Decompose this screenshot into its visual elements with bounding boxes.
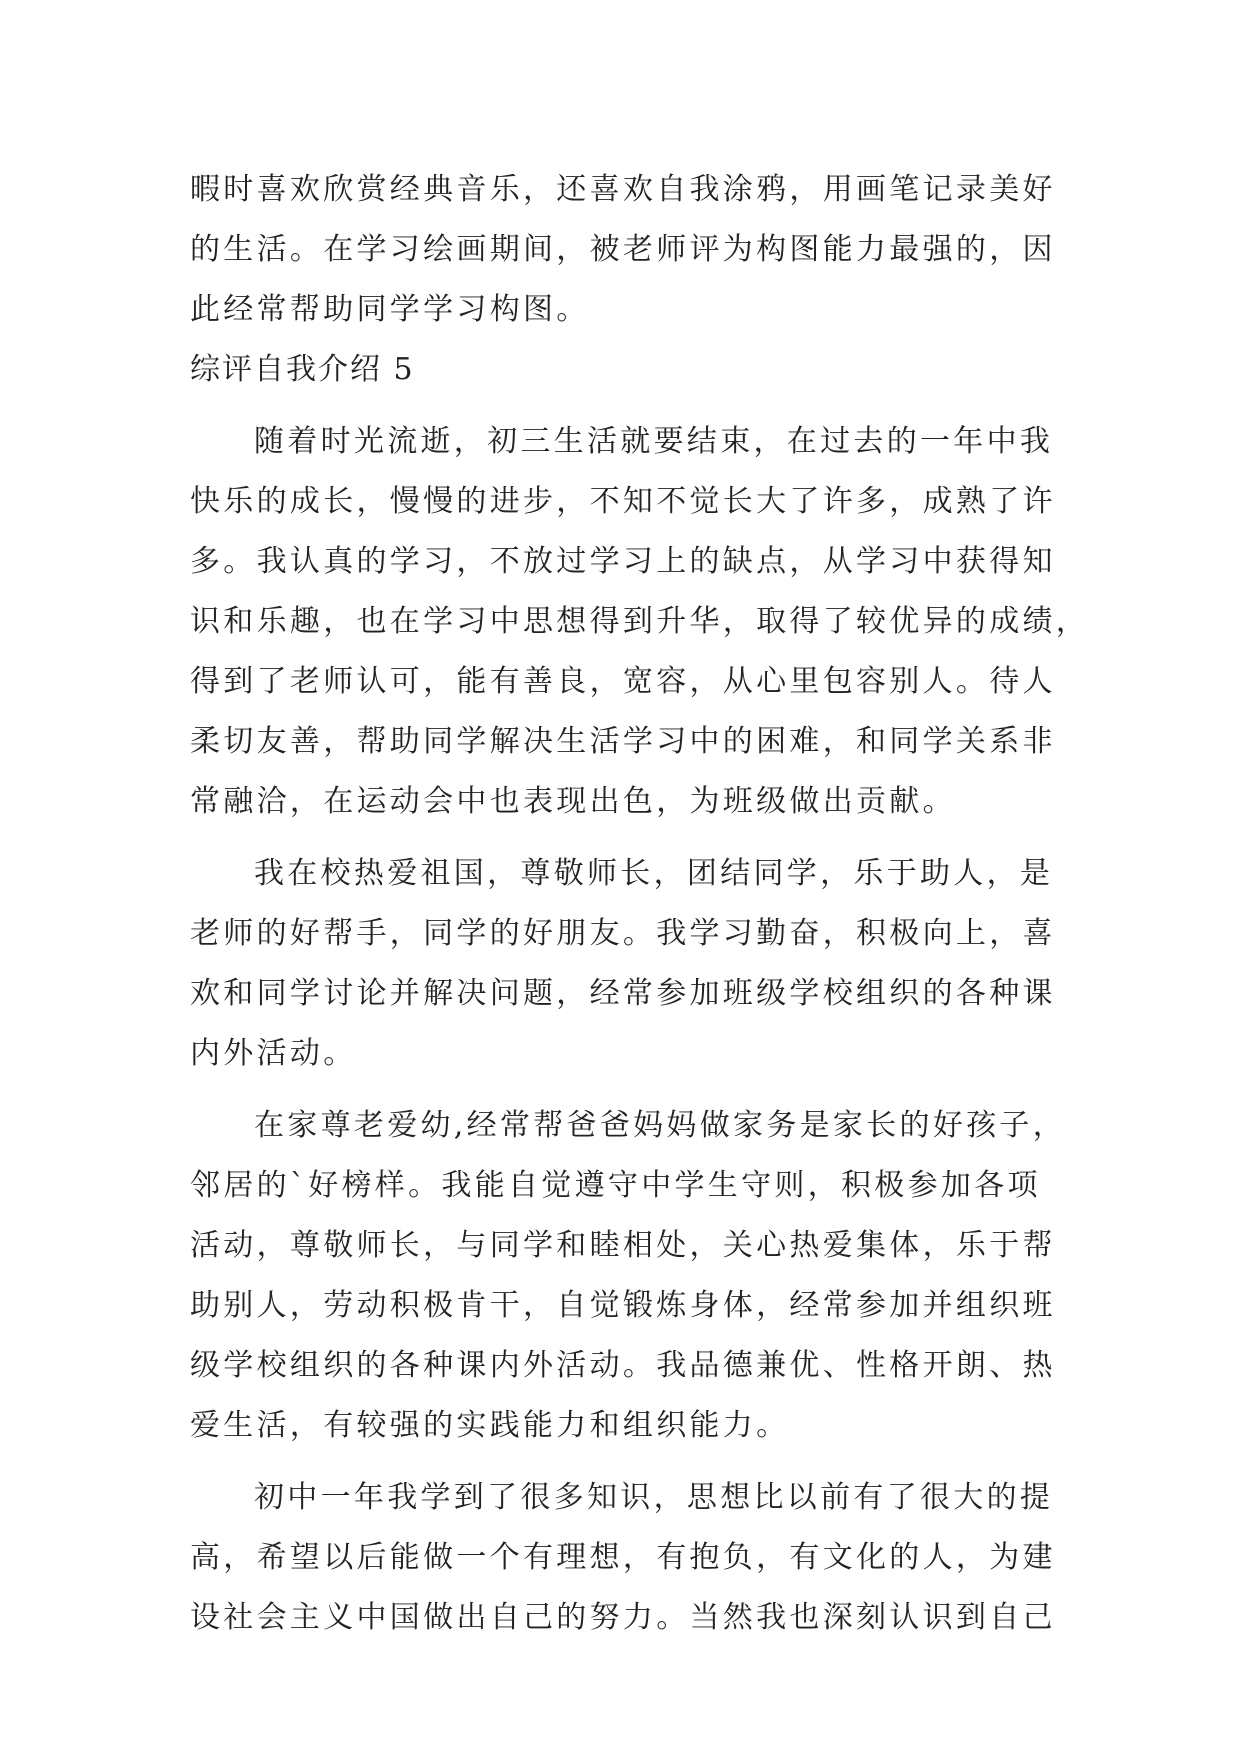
text-line: 爱生活，有较强的实践能力和组织能力。 (190, 1408, 790, 1443)
text-line: 老师的好帮手，同学的好朋友。我学习勤奋，积极向上，喜 (190, 916, 1056, 951)
text-line: 此经常帮助同学学习构图。 (190, 292, 590, 327)
text-line: 内外活动。 (190, 1036, 357, 1071)
text-line: 暇时喜欢欣赏经典音乐，还喜欢自我涂鸦，用画笔记录美好 (190, 172, 1056, 207)
text-line: 多。我认真的学习，不放过学习上的缺点，从学习中获得知 (190, 544, 1056, 579)
paragraph-2 (190, 844, 1056, 1084)
text-line: 我在校热爱祖国，尊敬师长，团结同学，乐于助人，是 (254, 856, 1054, 891)
text-line: 级学校组织的各种课内外活动。我品德兼优、性格开朗、热 (190, 1348, 1056, 1383)
text-line: 高，希望以后能做一个有理想，有抱负，有文化的人，为建 (190, 1540, 1056, 1575)
paragraph-3 (190, 1096, 1067, 1456)
text-line: 的生活。在学习绘画期间，被老师评为构图能力最强的，因 (190, 232, 1056, 267)
text-line: 活动，尊敬师长，与同学和睦相处，关心热爱集体，乐于帮 (190, 1228, 1056, 1263)
text-line: 随着时光流逝，初三生活就要结束，在过去的一年中我 (254, 424, 1054, 459)
text-line: 欢和同学讨论并解决问题，经常参加班级学校组织的各种课 (190, 976, 1056, 1011)
text-line: 邻居的`好榜样。我能自觉遵守中学生守则，积极参加各项 (190, 1168, 1041, 1203)
section-heading: 综评自我介绍 5 (190, 352, 415, 387)
text-line: 得到了老师认可，能有善良，宽容，从心里包容别人。待人 (190, 664, 1056, 699)
text-line: 识和乐趣，也在学习中思想得到升华，取得了较优异的成绩， (190, 604, 1090, 639)
text-line: 在家尊老爱幼,经常帮爸爸妈妈做家务是家长的好孩子， (254, 1108, 1067, 1143)
text-line: 柔切友善，帮助同学解决生活学习中的困难，和同学关系非 (190, 724, 1056, 759)
continuation-paragraph (190, 160, 1056, 340)
paragraph-1 (190, 412, 1090, 832)
text-line: 设社会主义中国做出自己的努力。当然我也深刻认识到自己 (190, 1600, 1056, 1635)
text-line: 助别人，劳动积极肯干，自觉锻炼身体，经常参加并组织班 (190, 1288, 1056, 1323)
paragraph-4 (190, 1468, 1056, 1648)
text-line: 快乐的成长，慢慢的进步，不知不觉长大了许多，成熟了许 (190, 484, 1056, 519)
text-line: 常融洽，在运动会中也表现出色，为班级做出贡献。 (190, 784, 956, 819)
document-body (190, 160, 1090, 1648)
text-line: 初中一年我学到了很多知识，思想比以前有了很大的提 (254, 1480, 1054, 1515)
